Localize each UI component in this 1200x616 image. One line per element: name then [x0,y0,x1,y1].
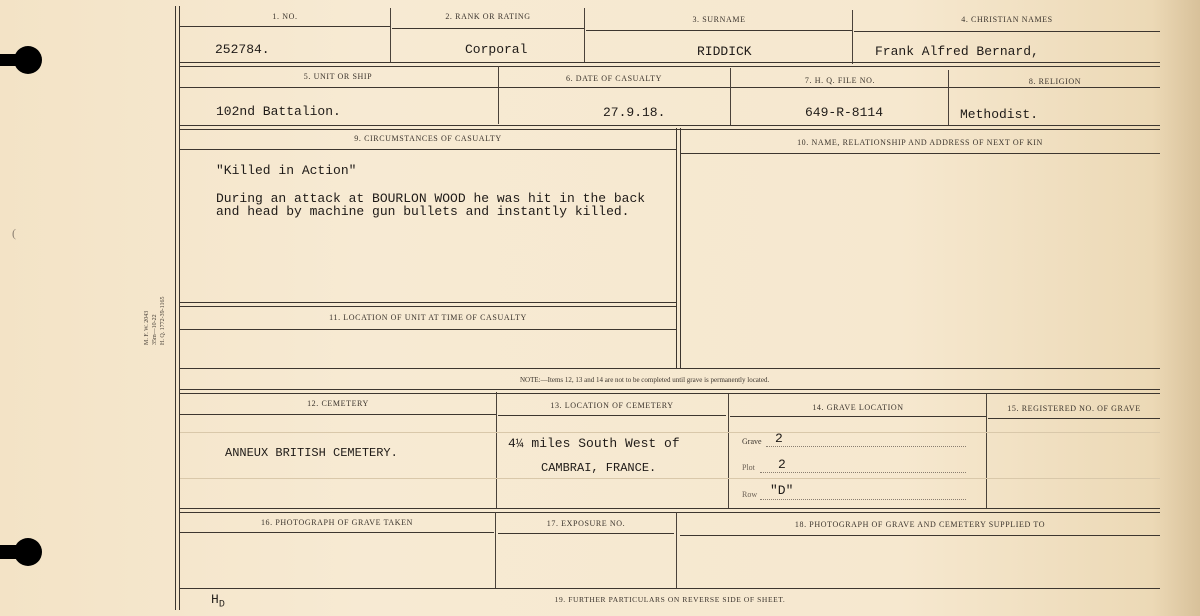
margin-form-code [143,297,167,345]
value-grave: 2 [775,431,783,446]
ruled-line [180,478,1160,479]
divider [495,512,496,588]
rule [680,535,1160,536]
value-christian-names: Frank Alfred Bernard, [875,44,1039,59]
label-hq-file-no: 7. H. Q. FILE NO. [804,76,876,85]
rule [680,153,1160,154]
rule [854,31,1160,32]
rule [180,87,1160,88]
label-location-of-unit: 11. LOCATION OF UNIT AT TIME OF CASUALTY [329,313,527,322]
divider [496,392,497,508]
label-exposure-no: 17. EXPOSURE NO. [546,519,626,528]
rule-double [180,389,1160,394]
rule [498,533,674,534]
rule-double [180,508,1160,513]
label-surname: 3. SURNAME [692,15,746,24]
label-grave: Grave [742,437,762,446]
label-row: Row [742,490,758,499]
label-grave-location: 14. GRAVE LOCATION [812,403,904,412]
rule [180,329,676,330]
rule [392,28,584,29]
value-unit: 102nd Battalion. [216,104,341,119]
label-registered-no: 15. REGISTERED NO. OF GRAVE [1007,404,1141,413]
rule [730,416,986,417]
value-number: 252784. [215,42,270,57]
note-items-12-14: NOTE:—Items 12, 13 and 14 are not to be completed until grave is permanently located. [520,376,770,384]
rule-double [180,125,1160,130]
rule [180,26,390,27]
label-christian-names: 4. CHRISTIAN NAMES [961,15,1053,24]
value-religion: Methodist. [960,107,1039,122]
label-number: 1. NO. [272,12,298,21]
pencil-mark: ( [12,226,16,240]
rule [180,149,676,150]
ruled-line [180,432,1160,433]
rule [586,30,852,31]
value-circumstances-line-1: "Killed in Action" [216,163,357,178]
divider [986,394,987,508]
label-further-particulars: 19. FURTHER PARTICULARS ON REVERSE SIDE OF SHEET. [554,595,786,604]
rule [498,415,726,416]
label-photo-supplied-to: 18. PHOTOGRAPH OF GRAVE AND CEMETERY SUPPLIED TO [794,520,1046,529]
plot-dotted-line [760,472,966,473]
margin-code-line-1: M. F. W. 2043 [144,310,150,345]
label-photo-taken: 16. PHOTOGRAPH OF GRAVE TAKEN [260,518,414,527]
footer-initials [211,592,225,611]
value-surname: RIDDICK [697,44,752,59]
value-hq-file-no: 649-R-8114 [805,105,884,120]
label-date-of-casualty: 6. DATE OF CASUALTY [565,74,662,83]
footer-initials-sub: D [218,599,225,611]
binder-hole-top [14,46,42,74]
margin-code-line-2: 35m—10-22 [152,314,158,345]
divider [498,66,499,124]
divider [676,512,677,588]
divider [948,70,949,126]
divider [584,8,585,62]
divider [676,128,681,368]
rule [988,418,1160,419]
divider [852,10,853,64]
row-dotted-line [760,499,966,500]
value-circumstances-line-3: and head by machine gun bullets and instantly killed. [216,204,630,219]
footer-initials-main: H [211,592,219,607]
label-circumstances: 9. CIRCUMSTANCES OF CASUALTY [354,134,502,143]
divider [730,68,731,126]
label-next-of-kin: 10. NAME, RELATIONSHIP AND ADDRESS OF NEXT OF KIN [797,138,1043,147]
value-rank: Corporal [465,42,528,57]
label-unit: 5. UNIT OR SHIP [303,72,373,81]
value-location-of-cemetery-line-2: CAMBRAI, FRANCE. [541,461,657,475]
label-cemetery: 12. CEMETERY [307,399,369,408]
divider [390,8,391,62]
rule [180,414,496,415]
value-date-of-casualty: 27.9.18. [603,105,666,120]
value-cemetery: ANNEUX BRITISH CEMETERY. [225,446,398,460]
rule [180,368,1160,369]
divider [728,394,729,508]
label-rank: 2. RANK OR RATING [445,12,531,21]
rule-double [180,302,676,307]
value-location-of-cemetery-line-1: 4¼ miles South West of [508,436,680,451]
grave-dotted-line [766,446,966,447]
rule-double [180,62,1160,67]
label-location-of-cemetery: 13. LOCATION OF CEMETERY [550,401,674,410]
label-religion: 8. RELIGION [1028,77,1082,86]
value-circumstances-line-2: During an attack at BOURLON WOOD he was hit in the back [216,191,646,206]
rule [180,588,1160,589]
rule [180,532,494,533]
margin-code-line-3: H. Q. 1772-39-1165 [160,296,166,345]
label-plot: Plot [742,463,755,472]
value-plot: 2 [778,457,786,472]
binder-hole-bottom [14,538,42,566]
value-row: "D" [770,483,794,498]
